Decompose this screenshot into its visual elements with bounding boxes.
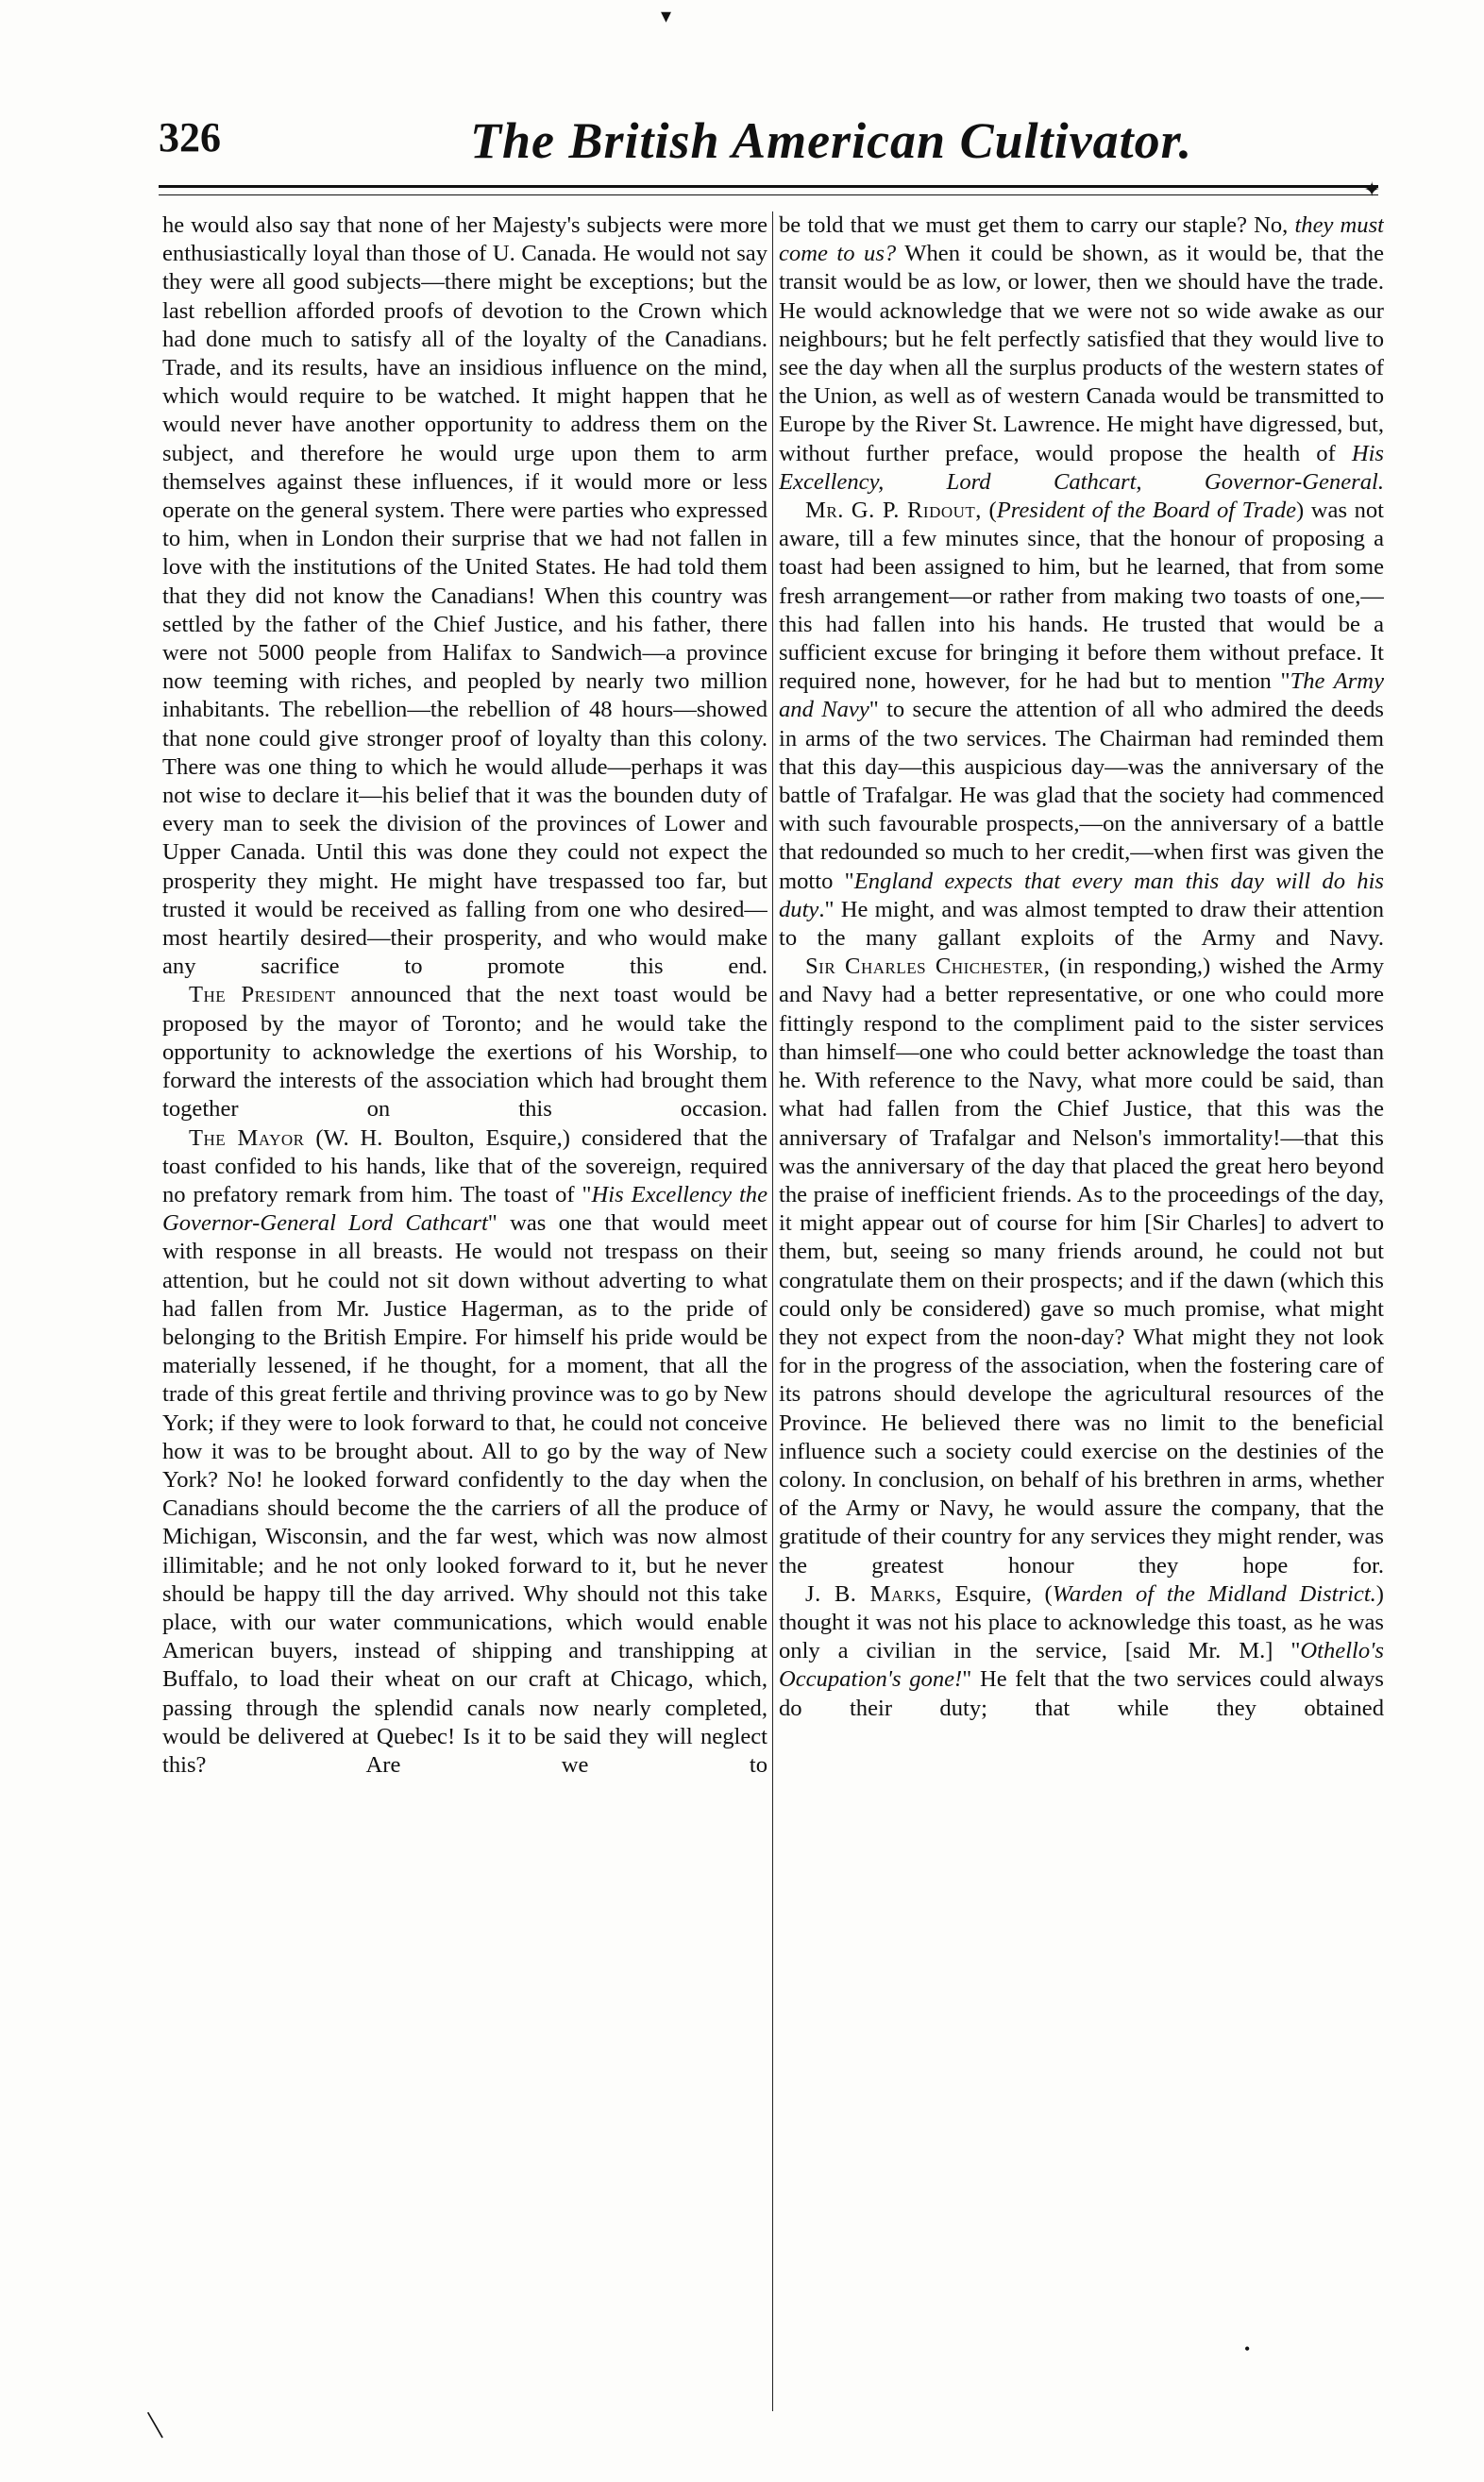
running-title: The British American Cultivator. (470, 112, 1193, 169)
right-column (779, 211, 1384, 2411)
page-number: 326 (159, 114, 221, 160)
top-ink-mark: ▾ (661, 4, 672, 27)
paragraph: be told that we must get them to carry our staple? No, they must come to us? When it could be shown, as it would be, that the transit would be as low, or lower, then we should have the trade. He would acknowledge that we were not so wide awake as our neighbours; but he felt perfectly satisfied that they would live to see the day when all the surplus products of the western states of the Union, as well as of western Canada would be transmitted to Europe by the River St. Lawrence. He might have digressed, but, without further preface, would propose the health of His Excellency, Lord Cathcart, Governor-General. (779, 212, 1384, 495)
column-divider (772, 211, 773, 2411)
paragraph: The Mayor (W. H. Boulton, Esquire,) considered that the toast confided to his hands, like that of the sovereign, required no prefatory remark from him. The toast of "His Excellency the Governor-General Lord Cathcart" was one that would meet with response in all breasts. He would not trespass on their attention, but he could not sit down without adverting to what had fallen from Mr. Justice Hagerman, as to the pride of belonging to the British Empire. For himself his pride would be materially lessened, if he thought, for a moment, that all the trade of this great fertile and thriving province was to go by New York; if they were to look forward to that, he could not conceive how it was to be brought about. All to go by the way of New York? No! he looked forward confidently to the day when the Canadians should become the the carriers of all the produce of Michigan, Wisconsin, and the far west, which was now almost illimitable; and he not only looked forward to it, but he never should be happy till the day arrived. Why should not this take place, with our water communications, which would enable American buyers, instead of shipping and transhipping at Buffalo, to load their wheat on our craft at Chicago, which, passing through the splendid canals now nearly completed, would be delivered at Quebec! Is it to be said they will neglect this? Are we to (162, 1124, 767, 1778)
header-rule-thin (159, 194, 1378, 195)
rule-ornament: ✦ (1363, 177, 1381, 201)
paragraph: The President announced that the next toast would be proposed by the mayor of Toronto; and he would take the opportunity to acknowledge the exertions of his Worship, to forward the interests of the association which had brought them together on this occasion. (162, 982, 767, 1123)
header-rule-thick (159, 185, 1378, 188)
paragraph: J. B. Marks, Esquire, (Warden of the Midland District.) thought it was not his place to acknowledge this toast, as he was only a civilian in the service, [said Mr. M.] "Othello's Occupation's gone!" He felt that the two services could always do their duty; that while they obtained (779, 1580, 1384, 1721)
margin-stroke: | (142, 2406, 166, 2440)
left-column (162, 211, 767, 2411)
paragraph: Sir Charles Chichester, (in responding,) wished the Army and Navy had a better representative, or one who could more fittingly respond to the compliment paid to the sister services than himself—one who could better acknowledge the toast than he. With reference to the Navy, what more could be said, than what had fallen from the Chief Justice, that this was the anniversary of Trafalgar and Nelson's immortality!—that this was the anniversary of the day that placed the great hero beyond the praise of inefficient friends. As to the proceedings of the day, it might appear out of course for him [Sir Charles] to advert to them, but, seeing so many friends around, he could not but congratulate them on their prospects; and if the dawn (which this could only be considered) gave so much promise, what might they not expect from the noon-day? What might they not look for in the progress of the association, when the fostering care of its patrons should develope the agricultural resources of the Province. He believed there was no limit to the beneficial influence such a society could exercise on the destinies of the colony. In conclusion, on behalf of his brethren in arms, whether of the Army or Navy, he would assure the company, that the gratitude of their country for any services they might render, was the greatest honour they hope for. (779, 954, 1384, 1579)
ink-dot: • (1244, 2339, 1251, 2358)
paragraph: he would also say that none of her Majesty's subjects were more enthusiastically loyal than those of U. Canada. He would not say they were all good subjects—there might be exceptions; but the last rebellion afforded proofs of devotion to the Crown which had done much to satisfy all of the loyalty of the Canadians. Trade, and its results, have an insidious influence on the mind, which would require to be watched. It might happen that he would never have another opportunity to address them on the subject, and therefore he would urge upon them to arm themselves against these influences, if it would more or less operate on the general system. There were parties who expressed to him, when in London their surprise that we had not fallen in love with the institutions of the United States. He had told them that they did not know the Canadians! When this country was settled by the father of the Chief Justice, and his father, there were not 5000 people from Halifax to Sandwich—a province now teeming with riches, and peopled by nearly two million inhabitants. The rebellion—the rebellion of 48 hours—showed that none could give stronger proof of loyalty than this colony. There was one thing to which he would allude—perhaps it was not wise to declare it—his belief that it was the bounden duty of every man to seek the division of the provinces of Lower and Upper Canada. Until this was done they could not expect the prosperity they might. He might have trespassed too far, but trusted it would be received as falling from one who desired—most heartily desired—their prosperity, and who would make any sacrifice to promote this end. (162, 212, 767, 980)
paragraph: Mr. G. P. Ridout, (President of the Board of Trade) was not aware, till a few minutes since, that the honour of proposing a toast had been assigned to him, but he learned, that from some fresh arrangement—or rather from making two toasts of one,—this had fallen into his hands. He trusted that would be a sufficient excuse for bringing it before them without preface. It required none, however, for he had but to mention "The Army and Navy" to secure the attention of all who admired the deeds in arms of the two services. The Chairman had reminded them that this day—this auspicious day—was the anniversary of the battle of Trafalgar. He was glad that the society had commenced with such favourable prospects,—on the anniversary of a battle that redounded so much to her credit,—when first was given the motto "England expects that every man this day will do his duty." He might, and was almost tempted to draw their attention to the many gallant exploits of the Army and Navy. (779, 498, 1384, 952)
page-header (159, 113, 1376, 174)
